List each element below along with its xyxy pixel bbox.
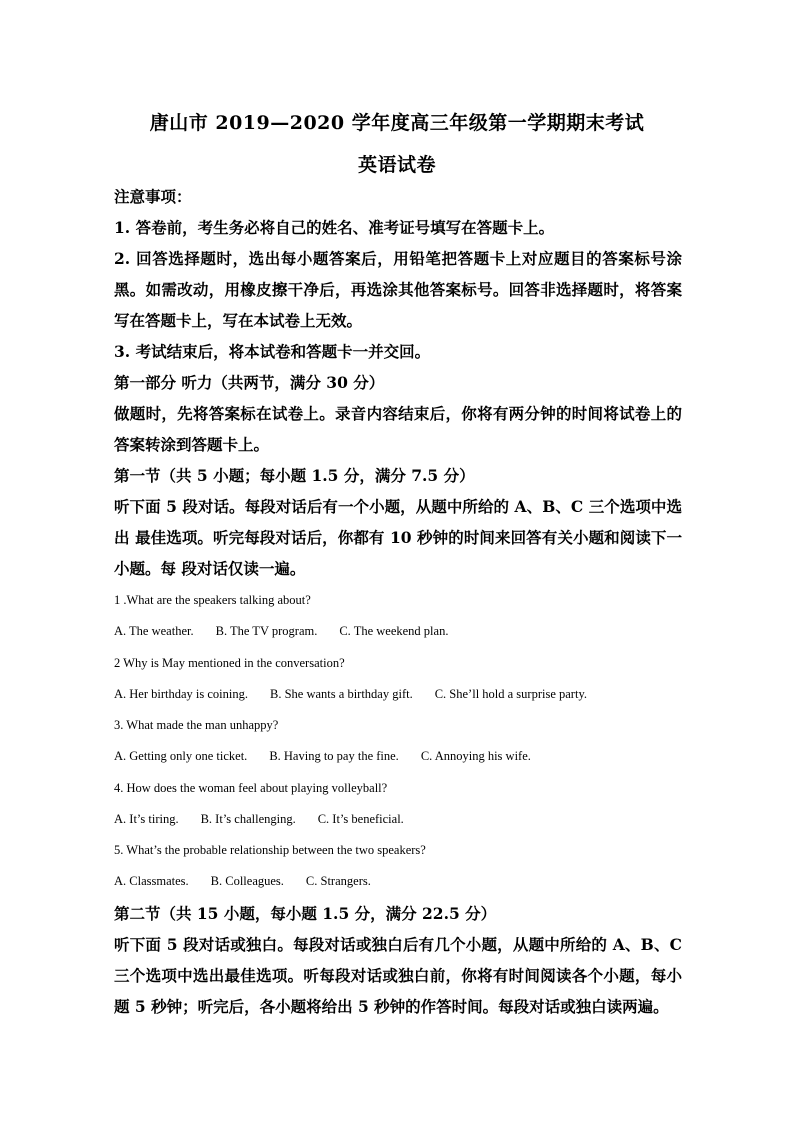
option-a: A. Her birthday is coining. <box>114 687 249 701</box>
option-c: C. It’s beneficial. <box>317 812 404 826</box>
option-a: A. Classmates. <box>114 874 189 888</box>
option-c: C. Annoying his wife. <box>420 749 531 763</box>
section2-instruction: 听下面 5 段对话或独白。每段对话或独白后有几个小题，从题中所给的 A、B、C 三个选项中选出最佳选项。听每段对话或独白前，你将有时间阅读各个小题，每小题 5 秒钟；听完后，各小题将给出 5 秒钟的作答时间。每段对话或独白读两遍。 <box>114 935 682 1016</box>
question-3: 3. What made the man unhappy? <box>114 718 279 732</box>
question-1-options <box>114 624 470 639</box>
question-4: 4. How does the woman feel about playing volleyball? <box>114 781 388 795</box>
option-b: B. Colleagues. <box>210 874 284 888</box>
question-5-options <box>114 874 393 889</box>
option-a: A. The weather. <box>114 624 194 638</box>
exam-subtitle: 英语试卷 <box>357 154 436 176</box>
option-b: B. Having to pay the fine. <box>269 749 399 763</box>
question-4-options <box>114 812 426 827</box>
exam-title: 唐山市 2019—2020 学年度高三年级第一学期期末考试 <box>149 112 645 134</box>
option-b: B. It’s challenging. <box>200 812 296 826</box>
question-3-options <box>114 749 553 764</box>
note-item-2: 2. 回答选择题时，选出每小题答案后，用铅笔把答题卡上对应题目的答案标号涂黑。如需改动，用橡皮擦干净后，再选涂其他答案标号。回答非选择题时，将答案写在答题卡上，写在本试卷上无效。 <box>114 249 682 330</box>
question-1: 1 .What are the speakers talking about? <box>114 593 311 607</box>
option-b: B. The TV program. <box>215 624 318 638</box>
notes-heading: 注意事项： <box>114 187 192 206</box>
section2-heading: 第二节（共 15 小题，每小题 1.5 分，满分 22.5 分） <box>114 904 497 923</box>
section1-heading: 第一节（共 5 小题；每小题 1.5 分，满分 7.5 分） <box>114 466 475 485</box>
option-c: C. She’ll hold a surprise party. <box>434 687 588 701</box>
section1-instruction: 听下面 5 段对话。每段对话后有一个小题，从题中所给的 A、B、C 三个选项中选出 最佳选项。听完每段对话后，你都有 10 秒钟的时间来回答有关小题和阅读下一小题。每 段对话仅读一遍。 <box>114 497 682 578</box>
option-c: C. Strangers. <box>305 874 371 888</box>
question-5: 5. What’s the probable relationship between the two speakers? <box>114 843 426 857</box>
part1-heading: 第一部分 听力（共两节，满分 30 分） <box>114 373 385 392</box>
question-2-options <box>114 687 609 702</box>
option-b: B. She wants a birthday gift. <box>270 687 413 701</box>
option-c: C. The weekend plan. <box>339 624 449 638</box>
option-a: A. It’s tiring. <box>114 812 179 826</box>
part1-instruction: 做题时，先将答案标在试卷上。录音内容结束后，你将有两分钟的时间将试卷上的答案转涂到答题卡上。 <box>114 404 682 454</box>
question-2: 2 Why is May mentioned in the conversation? <box>114 656 345 670</box>
option-a: A. Getting only one ticket. <box>114 749 248 763</box>
note-item-3: 3. 考试结束后，将本试卷和答题卡一并交回。 <box>114 342 431 361</box>
note-item-1: 1. 答卷前，考生务必将自己的姓名、准考证号填写在答题卡上。 <box>114 218 555 237</box>
